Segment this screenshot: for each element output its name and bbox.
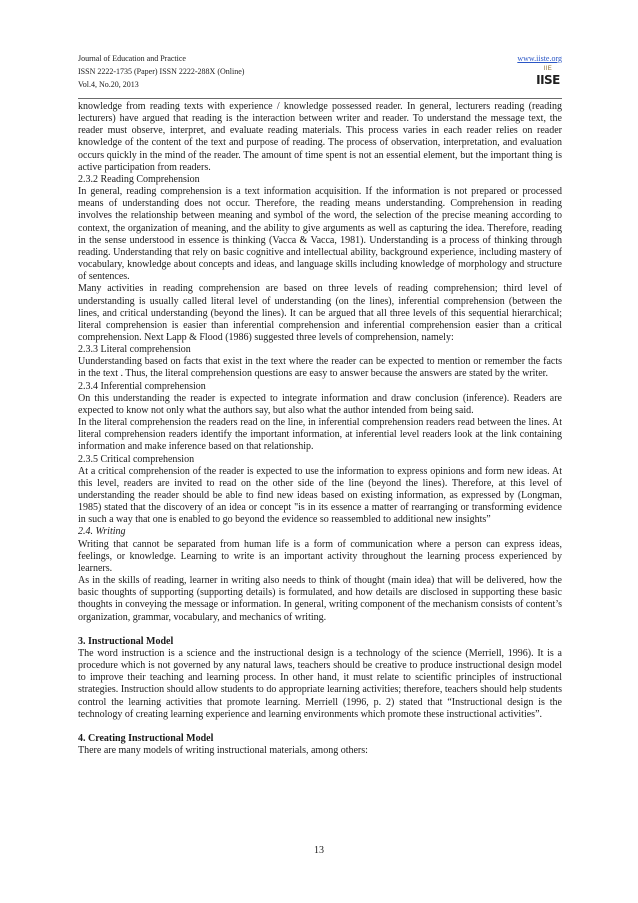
body-paragraph: knowledge from reading texts with experience / knowledge possessed reader. In general, lecturers reading (reading lecturers) have argued that reading is the interaction between writer and reader. To understand the message text, the reader must observe, interpret, and evaluate reading materials. This process varies in each reader relies on reader knowledge of the content of the text and purpose of reading. The process of observation, interpretation, and evaluation occurs quickly in the mind of the reader. The amount of time spent is not an essential element, but the important thing is active participation from readers.	[78, 101, 562, 173]
journal-issn: ISSN 2222-1735 (Paper) ISSN 2222-288X (Online)	[78, 67, 245, 76]
body-paragraph: The word instruction is a science and the instructional design is a technology of the science (Merriell, 1996). It is a procedure which is not governed by any natural laws, teachers should be creative to produce instructional design model to improve their teaching and learning process. In other hand, it must relate to scientific principles of instructional strategies. Instruction should allow students to do appropriate learning activities; therefore, teachers should help students control the learning activities that promote learning. Merriell (1996, p. 2) stated that “Instructional design is the technology of creating learning experience and learning environments which promote these instructional activities”.	[78, 647, 562, 720]
logo-main-text: IISE	[536, 73, 560, 87]
body-paragraph: At a critical comprehension of the reader is expected to use the information to express opinions and form new ideas. At this level, readers are invited to read on the other side of the line (beyond the lines). Therefore, at this level of understanding the reader should be able to find new ideas based on existing information, as expressed by (Longman, 1985) stated that the discovery of an idea or concept "is in its essence a matter of rearranging or transforming evidence in such a way that one is enabled to go beyond the evidence so reassembled to additional new insights”	[78, 465, 562, 526]
journal-name: Journal of Education and Practice	[78, 54, 186, 63]
article-body	[78, 101, 562, 757]
iiste-logo	[536, 66, 560, 92]
section-heading-2-3-3: 2.3.3 Literal comprehension	[78, 344, 191, 356]
journal-info	[78, 52, 562, 91]
logo-top-text: IIE	[543, 66, 553, 72]
body-paragraph: Uunderstanding based on facts that exist in the text where the reader can be expected to mention or remember the facts in the text . Thus, the literal comprehension questions are easy to answer because the answers are stated by the writer.	[78, 356, 562, 380]
section-heading-2-3-5: 2.3.5 Critical comprehension	[78, 453, 195, 465]
section-heading-2-4: 2.4. Writing	[78, 526, 126, 538]
journal-url-link[interactable]: www.iiste.org	[517, 54, 562, 63]
section-heading-3: 3. Instructional Model	[78, 635, 174, 647]
body-paragraph: As in the skills of reading, learner in writing also needs to think of thought (main idea) that will be delivered, how the basic thoughts of supporting (supporting details) is formulated, and how details are disclosed in supporting these basic thoughts in conveying the message or information. In general, writing component of the mechanism consists of content’s organization, grammar, vocabulary, and mechanics of writing.	[78, 575, 562, 623]
body-paragraph: On this understanding the reader is expected to integrate information and draw conclusion (inference). Readers are expected to know not only what the authors say, but also what the author intended from being said.	[78, 392, 562, 416]
section-heading-2-3-4: 2.3.4 Inferential comprehension	[78, 380, 206, 392]
section-heading-2-3-2: 2.3.2 Reading Comprehension	[78, 173, 200, 185]
body-paragraph: In the literal comprehension the readers read on the line, in inferential comprehension readers read between the lines. At literal comprehension readers identify the important information, at inferential level readers look at the link containing information and make inference based on that relationship.	[78, 417, 562, 453]
section-heading-4: 4. Creating Instructional Model	[78, 732, 214, 744]
body-paragraph: There are many models of writing instructional materials, among others:	[78, 744, 368, 756]
page-header	[78, 52, 562, 96]
body-paragraph: In general, reading comprehension is a text information acquisition. If the information is not prepared or processed means of understanding does not occur. Therefore, the reading means understanding. Comprehension in reading involves the relationship between meaning and symbol of the word, the selection of the precise meaning according to context, the organization of meaning, and the ability to give arguments as well as capturing the idea. Therefore, reading in the sense understood in essence is thinking (Vacca & Vacca, 1981). Understanding is a process of thinking through reading. Understanding that rely on basic cognitive and intellectual ability, background experience, including mastery of vocabulary, knowledge about concepts and ideas, and language skills including knowledge of morphology and structure of sentences.	[78, 186, 562, 283]
page-number: 13	[314, 845, 324, 856]
header-divider	[78, 98, 562, 99]
journal-volume: Vol.4, No.20, 2013	[78, 80, 139, 89]
body-paragraph: Writing that cannot be separated from human life is a form of communication where a person can express ideas, feelings, or knowledge. Learning to write is an important activity throughout the learning process experienced by learners.	[78, 538, 562, 574]
body-paragraph: Many activities in reading comprehension are based on three levels of reading comprehension; third level of understanding is usually called literal level of understanding (on the lines), inferential comprehension (between the lines, and critical understanding (beyond the lines). It can be argued that all three levels of this sequential hierarchical; literal comprehension is easier than inferential comprehension and inferential comprehension easier than a critical comprehension. Next Lapp & Flood (1986) suggested three levels of comprehension, namely:	[78, 283, 562, 343]
